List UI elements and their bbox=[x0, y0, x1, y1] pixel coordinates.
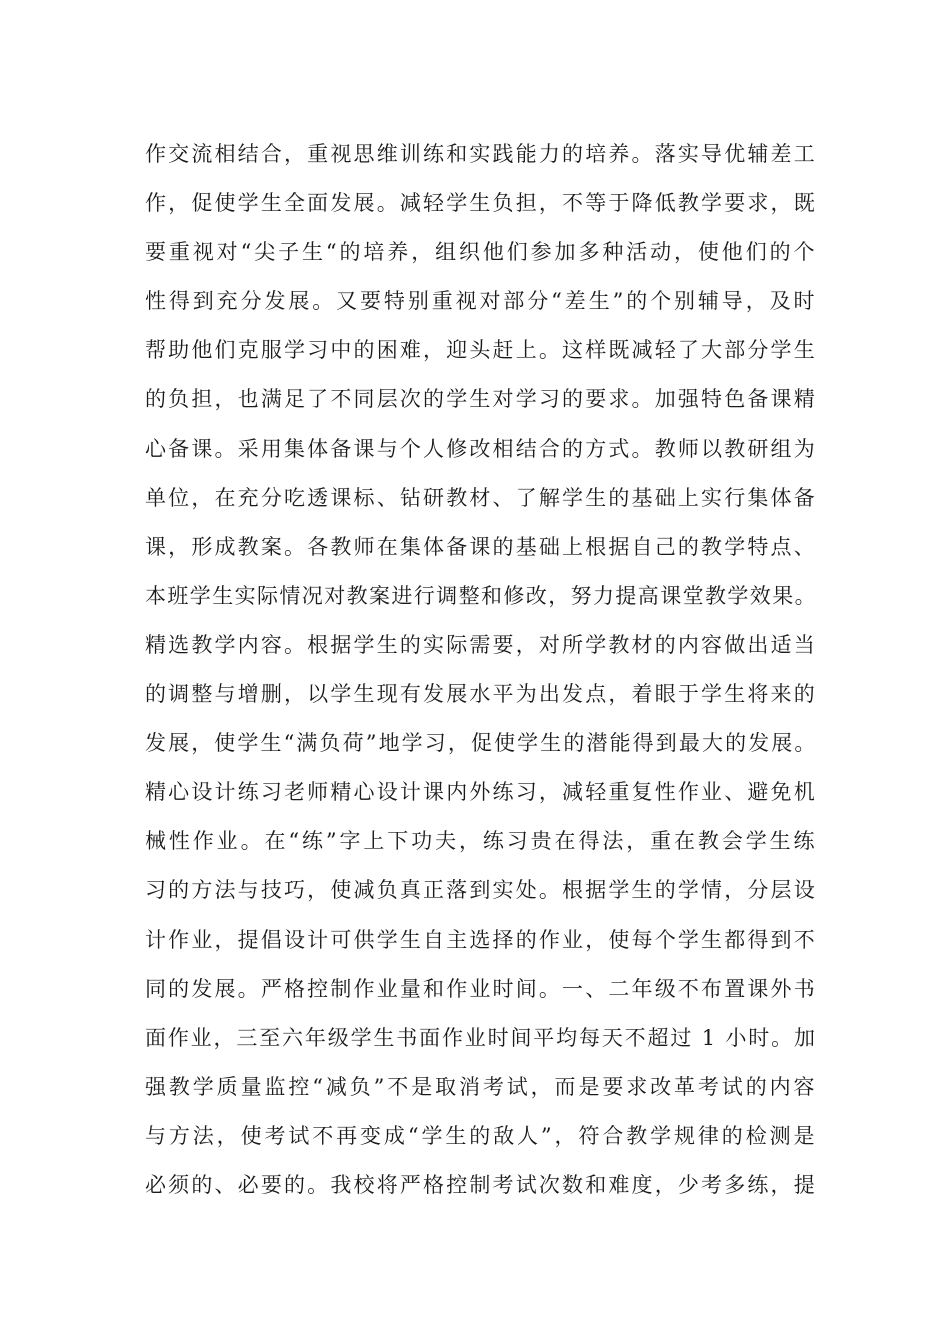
text-line: 单位，在充分吃透课标、钻研教材、了解学生的基础上实行集体备 bbox=[145, 485, 817, 510]
text-line: 精选教学内容。根据学生的实际需要，对所学教材的内容做出适当 bbox=[145, 632, 817, 657]
text-line: 发展，使学生“满负荷”地学习，促使学生的潜能得到最大的发展。 bbox=[145, 731, 818, 756]
text-line: 的负担，也满足了不同层次的学生对学习的要求。加强特色备课精 bbox=[145, 387, 817, 412]
text-line: 心备课。采用集体备课与个人修改相结合的方式。教师以教研组为 bbox=[145, 436, 817, 461]
text-line: 课，形成教案。各教师在集体备课的基础上根据自己的教学特点、 bbox=[145, 534, 817, 559]
text-line: 要重视对“尖子生“的培养，组织他们参加多种活动，使他们的个 bbox=[145, 240, 818, 265]
body-text bbox=[145, 130, 818, 1210]
text-line: 帮助他们克服学习中的困难，迎头赶上。这样既减轻了大部分学生 bbox=[145, 338, 817, 363]
text-line: 面作业，三至六年级学生书面作业时间平均每天不超过 1 小时。加 bbox=[145, 1025, 817, 1050]
text-line: 作交流相结合，重视思维训练和实践能力的培养。落实导优辅差工 bbox=[145, 142, 817, 166]
text-line: 性得到充分发展。又要特别重视对部分“差生”的个别辅导，及时 bbox=[145, 289, 818, 314]
text-line: 强教学质量监控“减负”不是取消考试，而是要求改革考试的内容 bbox=[145, 1074, 818, 1099]
text-line: 与方法，使考试不再变成“学生的敌人”，符合教学规律的检测是 bbox=[145, 1123, 818, 1148]
text-line: 本班学生实际情况对教案进行调整和修改，努力提高课堂教学效果。 bbox=[145, 583, 817, 608]
text-line: 械性作业。在“练”字上下功夫，练习贵在得法，重在教会学生练 bbox=[145, 829, 818, 854]
text-line: 的调整与增删，以学生现有发展水平为出发点，着眼于学生将来的 bbox=[145, 682, 817, 707]
text-line: 精心设计练习老师精心设计课内外练习，减轻重复性作业、避免机 bbox=[145, 780, 817, 805]
text-line: 必须的、必要的。我校将严格控制考试次数和难度，少考多练，提 bbox=[145, 1172, 817, 1197]
text-line: 作，促使学生全面发展。减轻学生负担，不等于降低教学要求，既 bbox=[145, 191, 817, 216]
text-line: 计作业，提倡设计可供学生自主选择的作业，使每个学生都得到不 bbox=[145, 927, 817, 952]
text-line: 习的方法与技巧，使减负真正落到实处。根据学生的学情，分层设 bbox=[145, 878, 817, 903]
text-line: 同的发展。严格控制作业量和作业时间。一、二年级不布置课外书 bbox=[145, 976, 817, 1001]
